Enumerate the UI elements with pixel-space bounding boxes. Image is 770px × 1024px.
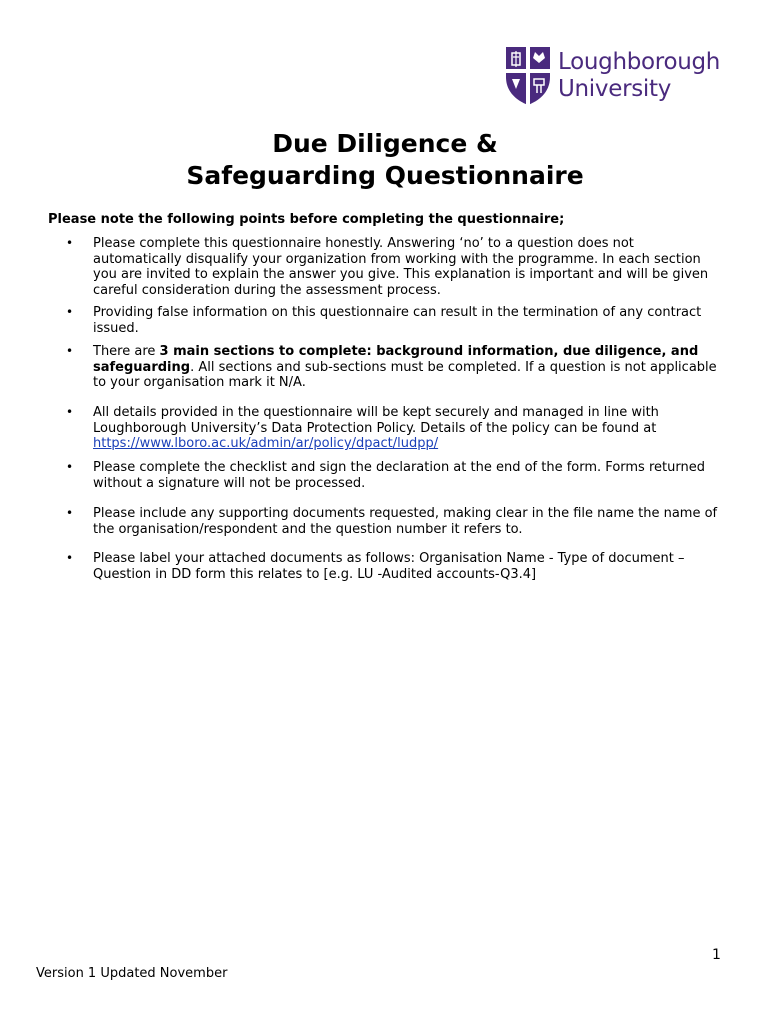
list-item-text — [93, 344, 725, 391]
bullet-icon: • — [66, 236, 74, 250]
text-suffix: . All sections and sub-sections must be completed. If a question is not applicable to your organisation mark it N/A. — [93, 359, 717, 391]
bullet-icon: • — [66, 551, 74, 565]
bullet-icon: • — [66, 405, 74, 419]
list-item-text: Please complete the checklist and sign the declaration at the end of the form. Forms returned without a signature will not be processed. — [93, 460, 705, 491]
text-prefix: There are — [93, 344, 160, 359]
list-item-text: Please label your attached documents as follows: Organisation Name - Type of document – Question in DD form this relates to [e.g. LU -Audited accounts-Q3.4] — [93, 551, 685, 582]
logo-line-2: University — [558, 76, 672, 102]
list-item-text — [93, 405, 725, 452]
intro-note: Please note the following points before completing the questionnaire; — [48, 212, 565, 227]
text-emphasis: 3 main sections to complete: background information, due diligence, and safeguarding — [93, 344, 699, 375]
text-body: All details provided in the questionnaire will be kept securely and managed in line with Loughborough University’s Data Protection Policy. Details of the policy can be found at — [93, 405, 659, 436]
list-item-text: Providing false information on this questionnaire can result in the termination of any contract issued. — [93, 305, 702, 336]
university-logo — [504, 45, 720, 107]
bullet-icon: • — [66, 344, 74, 358]
list-item-text: Please complete this questionnaire honestly. Answering ‘no’ to a question does not automatically disqualify your organization from working with the programme. In each section you are invited to explain the answer you give. This explanation is important and will be given careful consideration during the assessment process. — [93, 236, 709, 298]
title-line-1: Due Diligence & — [272, 129, 498, 158]
version-footer: Version 1 Updated November — [36, 966, 228, 981]
university-name — [558, 49, 720, 103]
university-crest-icon — [504, 45, 552, 107]
policy-link[interactable]: https://www.lboro.ac.uk/admin/ar/policy/dpact/ludpp/ — [93, 436, 439, 452]
bullet-icon: • — [66, 460, 74, 474]
list-item-text: Please include any supporting documents requested, making clear in the file name the name of the organisation/respondent and the question number it refers to. — [93, 506, 718, 537]
page-number: 1 — [712, 947, 721, 963]
bullet-icon: • — [66, 305, 74, 319]
document-title — [0, 128, 770, 192]
logo-line-1: Loughborough — [558, 49, 721, 75]
bullet-icon: • — [66, 506, 74, 520]
title-line-2: Safeguarding Questionnaire — [186, 161, 584, 190]
